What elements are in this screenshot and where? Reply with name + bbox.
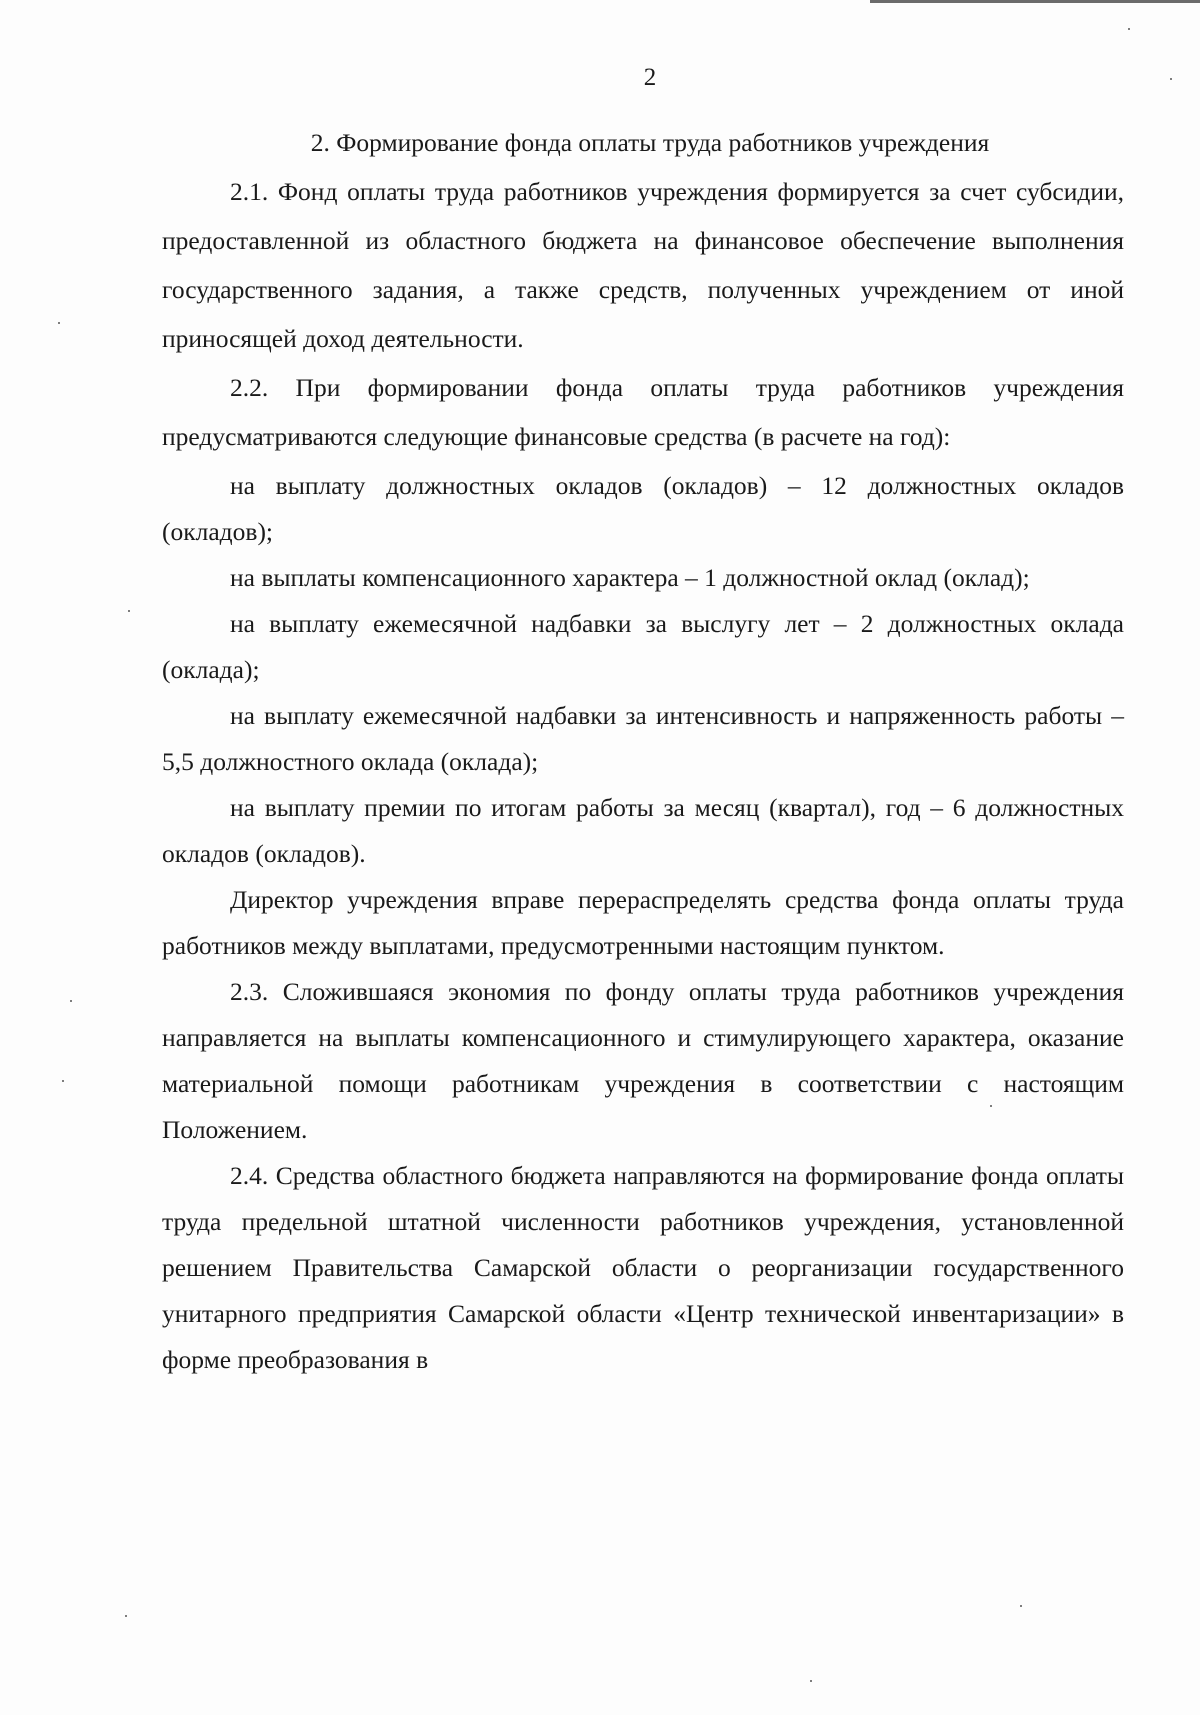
list-item-intensity: на выплату ежемесячной надбавки за интенсивность и напряженность работы – 5,5 должностного оклада (оклада); <box>162 701 1124 776</box>
paragraph-2-4: 2.4. Средства областного бюджета направляются на формирование фонда оплаты труда предельной штатной численности работников учреждения, установленной решением Правительства Самарской области о реорганизации государственного унитарного предприятия Самарской области «Центр технической инвентаризации» в форме преобразования в <box>162 1161 1124 1374</box>
page-number: 2 <box>643 64 657 91</box>
paragraph-2-2: 2.2. При формировании фонда оплаты труда работников учреждения предусматриваются следующие финансовые средства (в расчете на год): <box>162 373 1124 451</box>
list-item-compensation: на выплаты компенсационного характера – 1 должностной оклад (оклад); <box>230 563 1030 592</box>
scan-speck <box>128 610 130 612</box>
scan-speck <box>58 322 60 324</box>
scan-speck <box>1128 28 1130 30</box>
scan-speck <box>70 1000 72 1002</box>
scan-speck <box>1170 78 1172 80</box>
top-edge-rule <box>870 0 1200 3</box>
scan-speck <box>125 1615 127 1617</box>
list-item-bonus: на выплату премии по итогам работы за месяц (квартал), год – 6 должностных окладов (окладов). <box>162 793 1124 868</box>
list-item-salaries: на выплату должностных окладов (окладов) – 12 должностных окладов (окладов); <box>162 471 1124 546</box>
paragraph-2-3: 2.3. Сложившаяся экономия по фонду оплаты труда работников учреждения направляется на выплаты компенсационного и стимулирующего характера, оказание материальной помощи работникам учреждения в соответствии с настоящим Положением. <box>162 977 1124 1144</box>
list-item-seniority: на выплату ежемесячной надбавки за выслугу лет – 2 должностных оклада (оклада); <box>162 609 1124 684</box>
paragraph-director: Директор учреждения вправе перераспределять средства фонда оплаты труда работников между выплатами, предусмотренными настоящим пунктом. <box>162 885 1124 960</box>
document-body <box>162 167 1124 1383</box>
section-heading: 2. Формирование фонда оплаты труда работников учреждения <box>310 128 990 157</box>
scan-speck <box>810 1680 812 1682</box>
scan-speck <box>62 1080 64 1082</box>
scan-speck <box>1020 1605 1022 1607</box>
scan-speck <box>990 1105 992 1107</box>
paragraph-2-1: 2.1. Фонд оплаты труда работников учреждения формируется за счет субсидии, предоставленной из областного бюджета на финансовое обеспечение выполнения государственного задания, а также средств, полученных учреждением от иной приносящей доход деятельности. <box>162 177 1124 353</box>
